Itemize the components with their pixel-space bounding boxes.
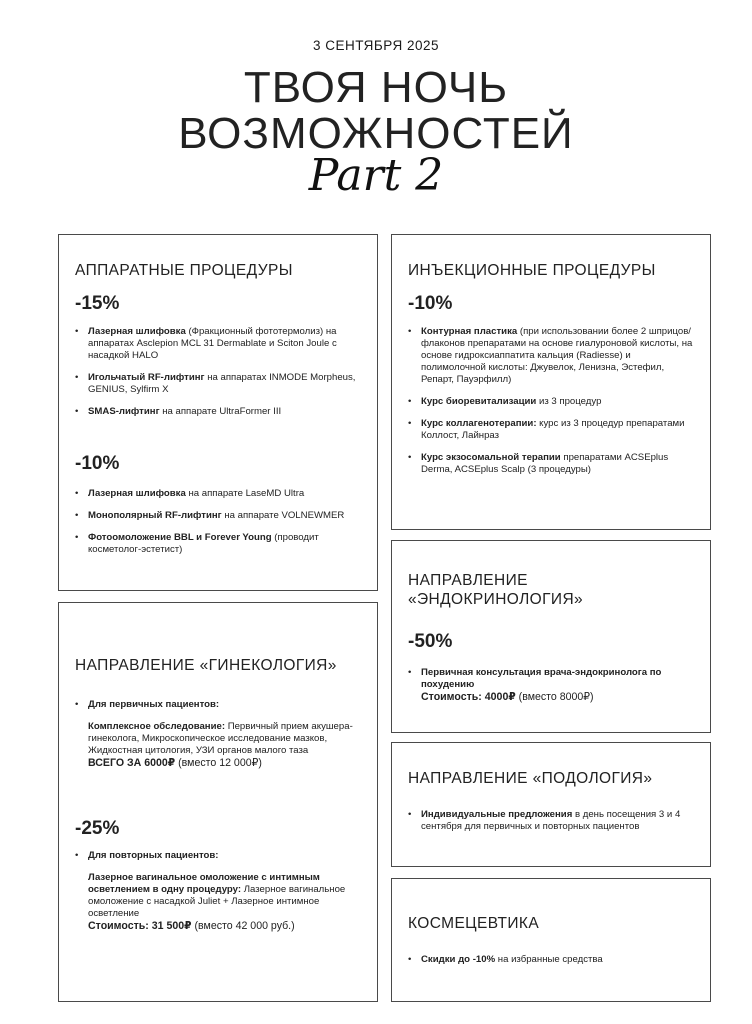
apparatus-list-15: [75, 326, 365, 428]
cosmeceutics-card: [391, 878, 711, 1002]
list-item: • SMAS-лифтинг на аппарате UltraFormer III: [75, 406, 365, 418]
endocrinology-discount: -50%: [408, 631, 453, 652]
list-item: • Курс экзосомальной терапии препаратами ACSEplus Derma, ACSEplus Scalp (3 процедуры): [408, 452, 698, 476]
list-item: • Первичная консультация врача-эндокринолога по похудению Стоимость: 4000₽ (вместо 8000₽): [408, 667, 698, 704]
list-item: • Монополярный RF-лифтинг на аппарате VOLNEWMER: [75, 510, 365, 522]
list-item: • Контурная пластика (при использовании более 2 шприцов/флаконов препаратами на основе гиалуроновой кислоты, на основе гидроксиаппатита кальция (Radiesse) и полимолочной кислоты: Джувелок, Ленизна, Эстефил, Репарт, Пауэрфилл): [408, 326, 698, 386]
injection-procedures-card: [391, 234, 711, 530]
list-item: • Курс коллагенотерапии: курс из 3 процедур препаратами Коллост, Лайнраз: [408, 418, 698, 442]
podology-list: [408, 809, 698, 843]
list-item: • Индивидуальные предложения в день посещения 3 и 4 сентября для первичных и повторных пациентов: [408, 809, 698, 833]
injection-list: [408, 326, 698, 486]
endocrinology-card: [391, 540, 711, 733]
part-subtitle: Part 2: [308, 150, 444, 201]
injection-title: ИНЪЕКЦИОННЫЕ ПРОЦЕДУРЫ: [408, 262, 656, 279]
page-title-line2: ВОЗМОЖНОСТЕЙ: [178, 109, 574, 158]
apparatus-procedures-card: [58, 234, 378, 591]
gynecology-list-repeat: [75, 850, 365, 943]
cosmeceutics-title: КОСМЕЦЕВТИКА: [408, 915, 540, 932]
list-item: • Фотоомоложение BBL и Forever Young (проводит косметолог-эстетист): [75, 532, 365, 556]
podology-title: НАПРАВЛЕНИЕ «ПОДОЛОГИЯ»: [408, 770, 653, 787]
podology-card: [391, 742, 711, 867]
list-item: • Для повторных пациентов: Лазерное вагинальное омоложение с интимным осветлением в одну процедуру: Лазерное вагинальное омоложение с насадкой Juliet + Лазерное интимное осветление Стоимость: 31 500₽ (вместо 42 000 руб.): [75, 850, 365, 933]
list-item: • Для первичных пациентов: Комплексное обследование: Первичный прием акушера-гинеколога, Микроскопическое исследование мазков, Жидкостная цитология, УЗИ органов малого таза ВСЕГО ЗА 6000₽ (вместо 12 000₽): [75, 699, 365, 770]
apparatus-list-10: [75, 488, 365, 566]
page-title-line1: ТВОЯ НОЧЬ: [243, 63, 509, 112]
gynecology-list-primary: [75, 699, 365, 780]
apparatus-discount-15: -15%: [75, 293, 120, 314]
list-item: • Лазерная шлифовка (Фракционный фототермолиз) на аппаратах Asclepion MCL 31 Dermablate и Sciton Joule с насадкой HALO: [75, 326, 365, 362]
cosmeceutics-list: [408, 954, 698, 976]
list-item: • Скидки до -10% на избранные средства: [408, 954, 698, 966]
apparatus-discount-10: -10%: [75, 453, 120, 474]
endocrinology-title: НАПРАВЛЕНИЕ «ЭНДОКРИНОЛОГИЯ»: [408, 572, 584, 608]
apparatus-title: АППАРАТНЫЕ ПРОЦЕДУРЫ: [75, 262, 293, 279]
injection-discount: -10%: [408, 293, 453, 314]
list-item: • Лазерная шлифовка на аппарате LaseMD Ultra: [75, 488, 365, 500]
gynecology-discount: -25%: [75, 818, 120, 839]
list-item: • Курс биоревитализации из 3 процедур: [408, 396, 698, 408]
event-date: 3 СЕНТЯБРЯ 2025: [312, 38, 440, 53]
list-item: • Игольчатый RF-лифтинг на аппаратах INMODE Morpheus, GENIUS, Sylfirm X: [75, 372, 365, 396]
gynecology-card: [58, 602, 378, 1002]
endocrinology-list: [408, 667, 698, 714]
gynecology-title: НАПРАВЛЕНИЕ «ГИНЕКОЛОГИЯ»: [75, 657, 337, 674]
